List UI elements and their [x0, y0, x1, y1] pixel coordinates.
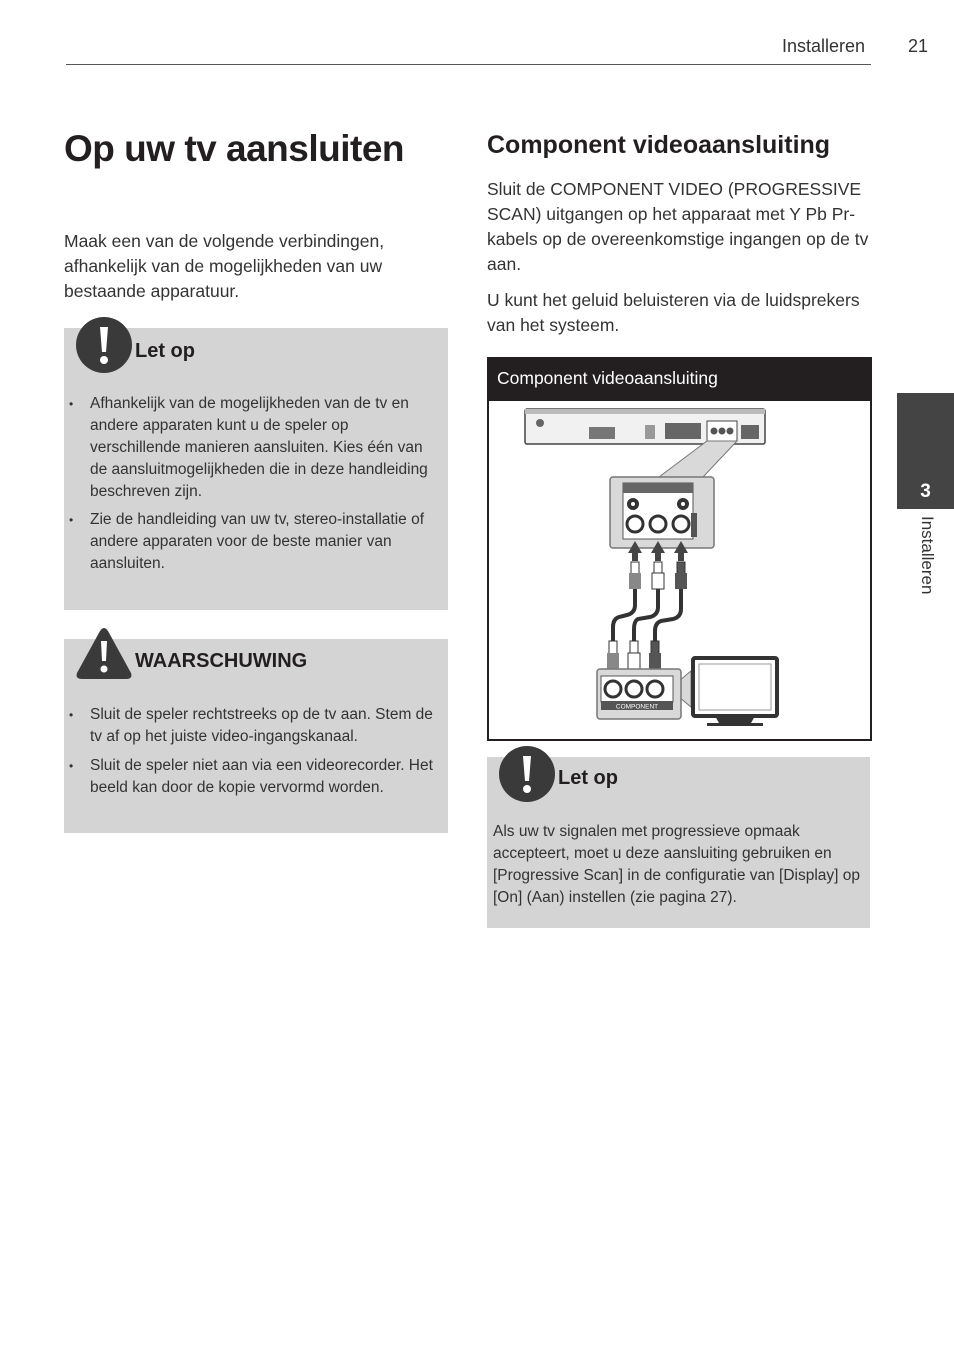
warning-list	[64, 704, 440, 799]
tv-panel-label: COMPONENT	[615, 703, 659, 711]
chapter-tab	[897, 393, 954, 509]
exclamation-circle-icon	[499, 746, 555, 802]
note-item: • Zie de handleiding van uw tv, stereo-installatie of andere apparaten voor de beste manier van aansluiten.	[64, 509, 434, 575]
note-title: Let op	[135, 340, 195, 362]
running-header-section: Installeren	[782, 36, 866, 56]
warning-item: • Sluit de speler rechtstreeks op de tv aan. Stem de tv af op het juiste video-ingangskanaal.	[64, 704, 440, 748]
lower-rca-plugs-icon	[607, 641, 661, 671]
component-connection-diagram	[489, 401, 870, 739]
note-item: • Afhankelijk van de mogelijkheden van de tv en andere apparaten kunt u de speler op verschillende manieren aansluiten. Kies één van de aansluitmogelijkheden die in deze handleiding beschreven zijn.	[64, 393, 434, 503]
header-rule	[66, 64, 871, 65]
player-rear-panel-icon	[525, 409, 765, 444]
tv-component-panel-icon	[597, 669, 691, 719]
intro-paragraph: Maak een van de volgende verbindingen, afhankelijk van de mogelijkheden van uw bestaande apparatuur.	[64, 231, 385, 301]
note-list	[64, 393, 434, 575]
upper-rca-plugs-icon	[629, 562, 687, 589]
note-text: Als uw tv signalen met progressieve opmaak accepteert, moet u deze aansluiting gebruiken en [Progressive Scan] in de configuratie van [Display] op [On] (Aan) instellen (zie pagina 27).	[493, 823, 861, 906]
section-paragraph: Sluit de COMPONENT VIDEO (PROGRESSIVE SCAN) uitgangen op het apparaat met Y Pb Pr-kabels op de overeenkomstige ingangen op de tv aan.	[487, 179, 869, 274]
section-paragraph: U kunt het geluid beluisteren via de luidsprekers van het systeem.	[487, 290, 860, 335]
component-cables-icon	[613, 589, 681, 641]
page-title: Op uw tv aansluiten	[64, 128, 404, 169]
page-number: 21	[908, 36, 929, 56]
figure-caption: Component videoaansluiting	[489, 359, 870, 401]
chapter-number: 3	[920, 481, 931, 502]
warning-title: WAARSCHUWING	[135, 650, 308, 672]
jack-zoom-callout-icon	[610, 441, 737, 548]
chapter-label: Installeren	[918, 516, 937, 595]
note-title: Let op	[558, 767, 618, 789]
connection-figure	[487, 357, 872, 741]
television-icon	[693, 658, 777, 726]
note-box	[64, 328, 448, 610]
warning-item: • Sluit de speler niet aan via een videorecorder. Het beeld kan door de kopie vervormd worden.	[64, 755, 440, 799]
note-box	[487, 757, 870, 928]
warning-triangle-icon	[76, 625, 132, 681]
section-title: Component videoaansluiting	[487, 131, 831, 159]
warning-box	[64, 639, 448, 833]
exclamation-circle-icon	[76, 317, 132, 373]
